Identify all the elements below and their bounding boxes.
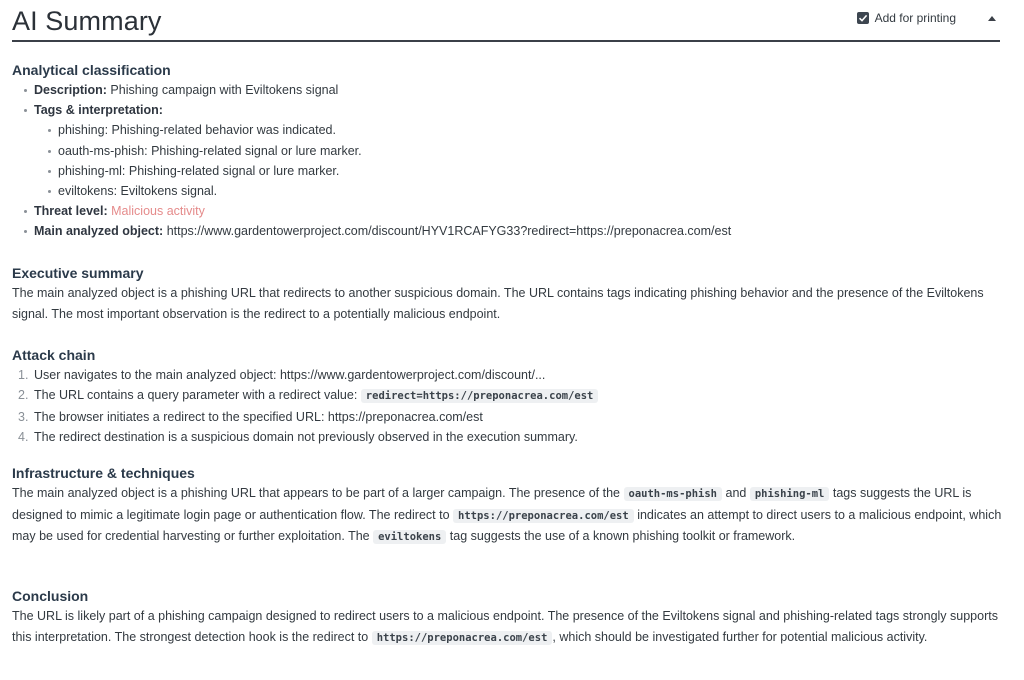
text-fragment: tags suggests the URL is designed to mimic a legitimate login page or authentication flow. The redirect to (12, 486, 972, 522)
conclusion-heading: Conclusion (12, 588, 89, 604)
classification-heading: Analytical classification (12, 62, 171, 78)
collapse-caret-icon[interactable] (988, 16, 996, 21)
inline-code: https://preponacrea.com/est (372, 631, 553, 645)
classification-section (12, 60, 1012, 242)
attack-chain-section (12, 345, 1012, 448)
conclusion-section (12, 586, 1012, 648)
add-for-printing-checkbox[interactable] (857, 12, 869, 24)
text-fragment: , which should be investigated further for potential malicious activity. (552, 629, 928, 644)
attack-chain-list (12, 365, 1012, 448)
text-fragment: The URL is likely part of a phishing campaign designed to redirect users to a malicious endpoint. The presence of the Eviltokens signal and phishing-related tags strongly supports this interpretation. The strongest detection hook is the redirect to (12, 609, 998, 644)
list-item (12, 385, 1012, 406)
infrastructure-heading: Infrastructure & techniques (12, 465, 195, 481)
classification-list (12, 80, 1012, 242)
conclusion-text (12, 606, 1012, 648)
step-text: The URL contains a query parameter with a redirect value: (34, 388, 358, 403)
threat-level-value: Malicious activity (111, 204, 205, 219)
inline-code: oauth-ms-phish (624, 487, 723, 501)
list-item (22, 221, 1012, 241)
executive-section (12, 263, 1012, 324)
ai-summary-panel (0, 0, 1024, 42)
executive-heading: Executive summary (12, 265, 144, 281)
page-title: AI Summary (12, 6, 162, 36)
text-fragment: The main analyzed object is a phishing URL that appears to be part of a larger campaign. The presence of the (12, 486, 621, 500)
tags-label: Tags & interpretation: (34, 103, 163, 118)
inline-code: redirect=https://preponacrea.com/est (361, 389, 599, 403)
infrastructure-text (12, 483, 1012, 548)
list-item (12, 427, 1012, 447)
list-item (22, 80, 1012, 100)
tag-item: phishing: Phishing-related behavior was indicated. (46, 120, 1012, 140)
step-number: 3. (18, 409, 29, 424)
inline-code: eviltokens (373, 530, 446, 544)
description-label: Description: (34, 83, 107, 97)
summary-header (12, 0, 1000, 42)
inline-code: phishing-ml (750, 487, 830, 501)
step-text: The redirect destination is a suspicious domain not previously observed in the execution summary. (34, 430, 578, 445)
header-controls (857, 0, 1000, 40)
tags-list (34, 120, 1012, 201)
threat-label: Threat level: (34, 204, 108, 219)
text-fragment: and (725, 486, 747, 500)
object-label: Main analyzed object: (34, 224, 164, 239)
add-for-printing-label[interactable]: Add for printing (874, 11, 956, 25)
list-item (22, 100, 1012, 201)
description-value: Phishing campaign with Eviltokens signal (110, 83, 339, 97)
attack-chain-heading: Attack chain (12, 347, 96, 363)
tag-item: eviltokens: Eviltokens signal. (46, 181, 1012, 201)
inline-code: https://preponacrea.com/est (453, 509, 634, 523)
executive-text: The main analyzed object is a phishing URL that redirects to another suspicious domain. The URL contains tags indicating phishing behavior and the presence of the Eviltokens signal. The most important observation is the redirect to a potentially malicious endpoint. (12, 286, 984, 321)
tag-item: phishing-ml: Phishing-related signal or lure marker. (46, 161, 1012, 181)
step-number: 2. (18, 388, 29, 403)
tag-item: oauth-ms-phish: Phishing-related signal or lure marker. (46, 141, 1012, 161)
step-text: User navigates to the main analyzed object: https://www.gardentowerproject.com/discount/... (34, 368, 546, 382)
step-number: 4. (18, 430, 29, 445)
list-item (22, 201, 1012, 221)
object-url: https://www.gardentowerproject.com/discount/HYV1RCAFYG33?redirect=https://preponacrea.com/est (166, 224, 732, 239)
step-text: The browser initiates a redirect to the specified URL: https://preponacrea.com/est (34, 409, 483, 424)
check-icon (858, 13, 868, 23)
infrastructure-section (12, 463, 1012, 548)
list-item (12, 365, 1012, 385)
list-item (12, 407, 1012, 427)
text-fragment: tag suggests the use of a known phishing toolkit or framework. (449, 529, 796, 544)
text-fragment: indicates an attempt to direct users to a malicious endpoint, which may be used for credential harvesting or further exploitation. The (12, 507, 1002, 544)
step-number: 1. (18, 368, 29, 382)
